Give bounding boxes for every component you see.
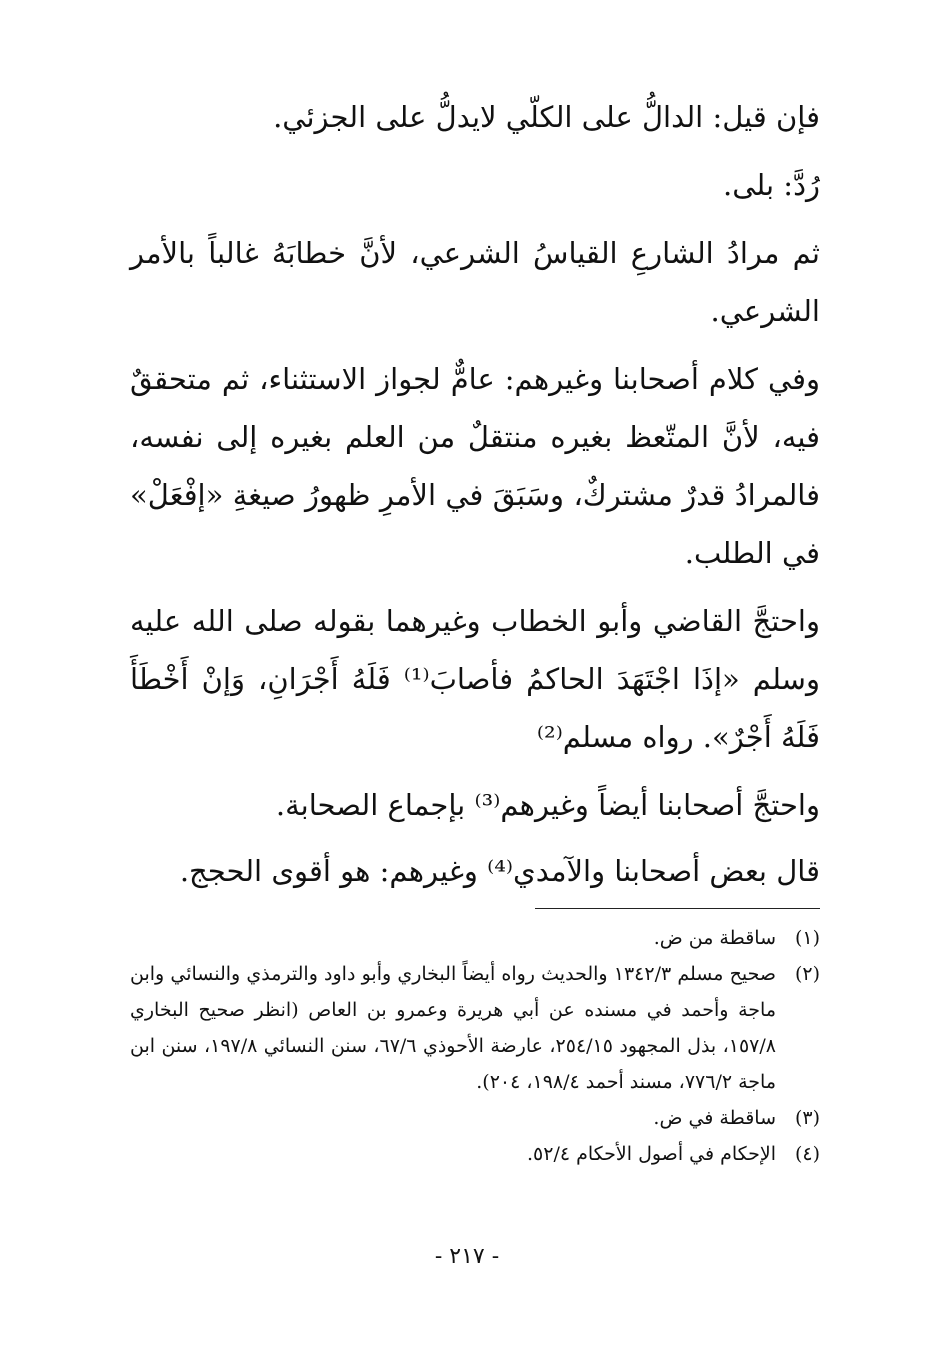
footnote-text: ساقطة في ض. <box>653 1107 776 1129</box>
footnote <box>130 920 820 956</box>
paragraph: وفي كلام أصحابنا وغيرهم: عامٌّ لجواز الاستثناء، ثم متحققٌ فيه، لأنَّ المتّعظ بغيره منتقلٌ من العلم بغيره إلى نفسه، فالمرادُ قدرٌ مشتركٌ، وسَبَقَ في الأمرِ ظهورُ صيغةِ «إفْعَلْ» في الطلب. <box>130 362 820 570</box>
footnote-number: (٣) <box>794 1107 820 1129</box>
footnote-text: ساقطة من ض. <box>653 927 776 949</box>
paragraph: فإن قيل: الدالُّ على الكلّي لايدلُّ على الجزئي. <box>273 100 820 134</box>
paragraph: قال بعض أصحابنا والآمدي⁽⁴⁾ وغيرهم: هو أقوى الحجج. <box>179 854 820 888</box>
footnote-number: (٢) <box>794 963 820 985</box>
paragraph: رُدَّ: بلى. <box>723 168 820 202</box>
paragraph: واحتجَّ أصحابنا أيضاً وغيرهم⁽³⁾ بإجماع الصحابة. <box>275 788 820 822</box>
footnote-number: (١) <box>794 927 820 949</box>
footnote <box>130 1136 820 1172</box>
footnote-text: الإحكام في أصول الأحكام ٥٢/٤. <box>527 1143 776 1165</box>
footnotes <box>130 920 820 1172</box>
footnote <box>130 956 820 1100</box>
paragraph: ثم مرادُ الشارعِ القياسُ الشرعي، لأنَّ خطابَهُ غالباً بالأمر الشرعي. <box>130 236 820 328</box>
footnote <box>130 1100 820 1136</box>
page-number: - ٢١٧ - <box>434 1244 500 1269</box>
footnote-text: صحيح مسلم ١٣٤٢/٣ والحديث رواه أيضاً البخاري وأبو داود والترمذي والنسائي وابن ماجة وأحمد في مسنده عن أبي هريرة وعمرو بن العاص (انظر صحيح البخاري ١٥٧/٨، بذل المجهود ٢٥٤/١٥، عارضة الأحوذي ٦٧/٦، سنن النسائي ١٩٧/٨، سنن ابن ماجة ٧٧٦/٢، مسند أحمد ١٩٨/٤، ٢٠٤). <box>130 963 776 1093</box>
main-text <box>130 88 820 908</box>
footnote-divider <box>535 908 820 909</box>
footnote-number: (٤) <box>794 1143 820 1165</box>
paragraph: واحتجَّ القاضي وأبو الخطاب وغيرهما بقوله صلى الله عليه وسلم «إذَا اجْتَهَدَ الحاكمُ فأصابَ⁽¹⁾ فَلَهُ أَجْرَانِ، وَإنْ أَخْطَأَ فَلَهُ أَجْرٌ». رواه مسلم⁽²⁾ <box>130 604 820 754</box>
